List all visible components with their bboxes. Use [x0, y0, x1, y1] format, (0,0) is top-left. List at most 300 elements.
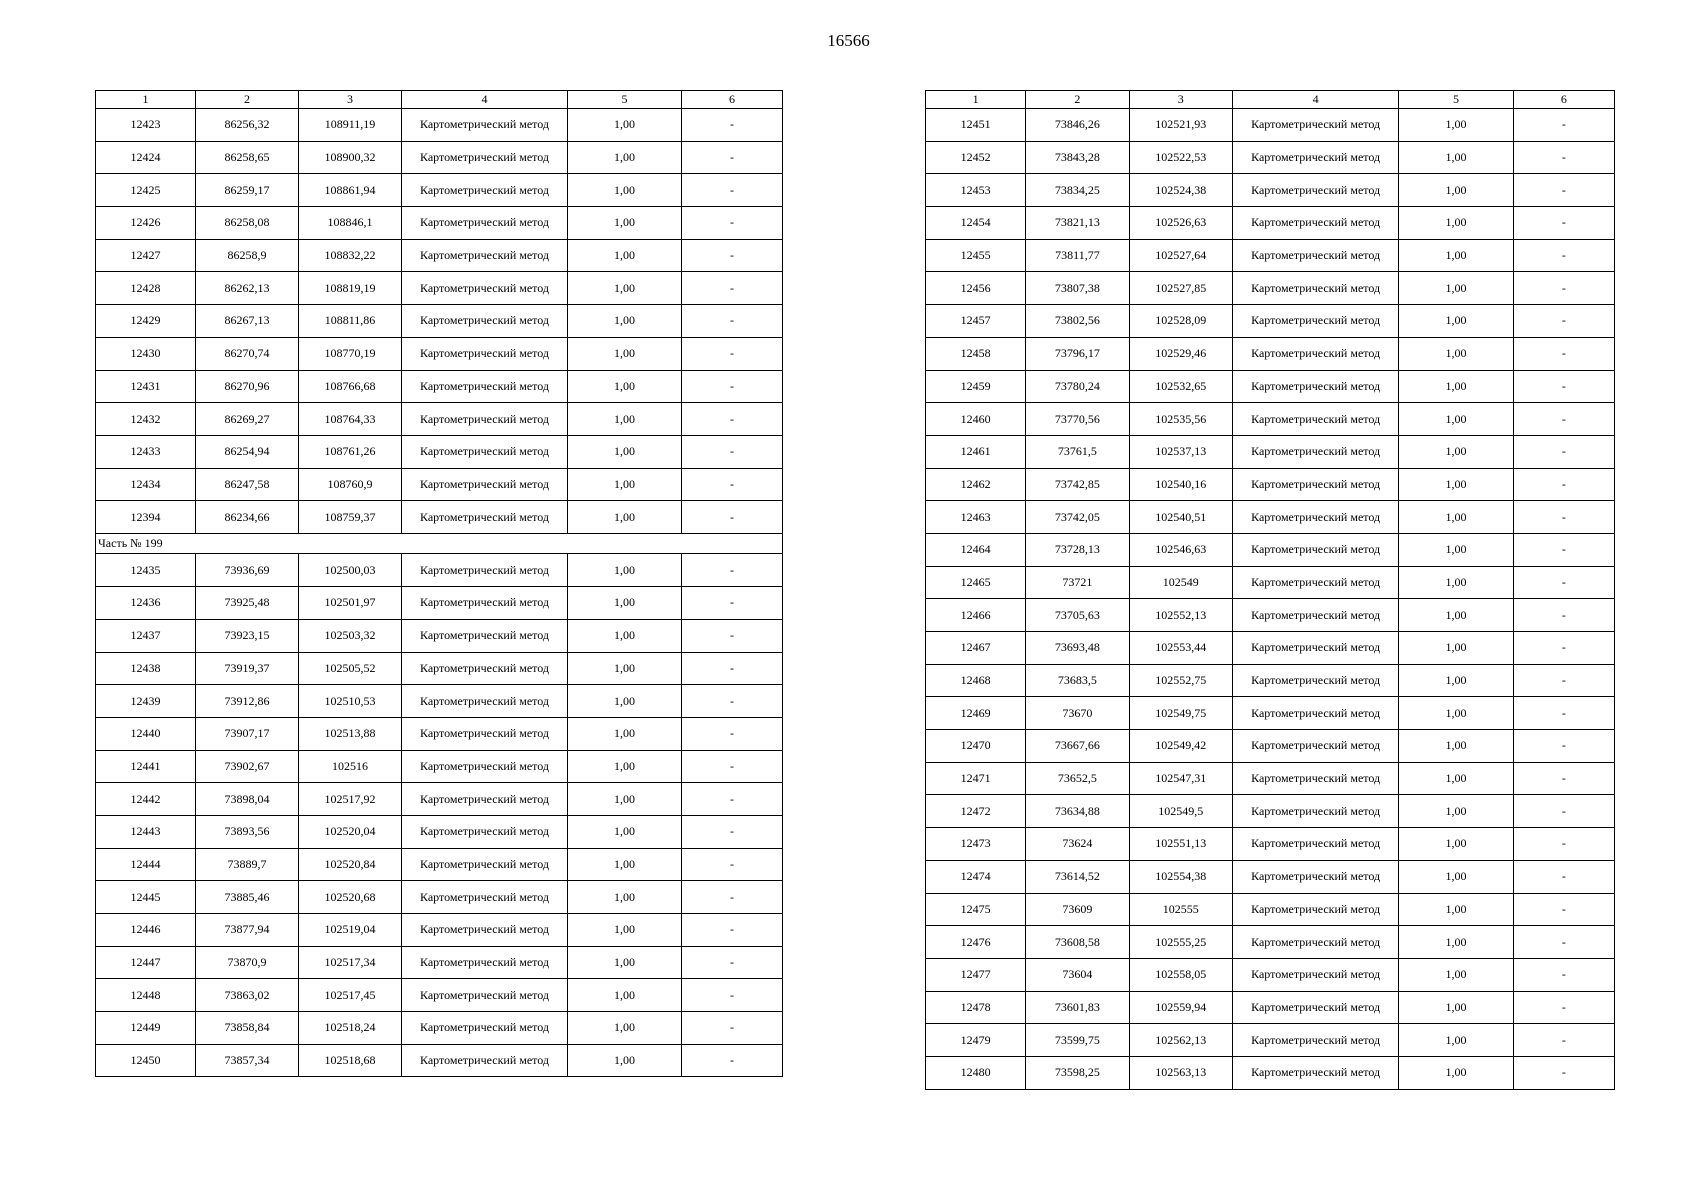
x-coordinate-cell: 73923,15 — [196, 619, 299, 652]
description-cell: - — [1513, 435, 1614, 468]
accuracy-cell: 1,00 — [568, 370, 682, 403]
accuracy-cell: 1,00 — [1399, 305, 1513, 338]
accuracy-cell: 1,00 — [1399, 1024, 1513, 1057]
description-cell: - — [682, 109, 783, 142]
table-row — [926, 109, 1615, 142]
point-number-cell: 12463 — [926, 501, 1026, 534]
table-row — [96, 914, 783, 947]
x-coordinate-cell: 73728,13 — [1026, 533, 1129, 566]
table-row — [926, 1056, 1615, 1089]
accuracy-cell: 1,00 — [1399, 991, 1513, 1024]
accuracy-cell: 1,00 — [568, 717, 682, 750]
method-cell: Картометрический метод — [1232, 305, 1398, 338]
point-number-cell: 12424 — [96, 141, 196, 174]
point-number-cell: 12470 — [926, 730, 1026, 763]
accuracy-cell: 1,00 — [1399, 239, 1513, 272]
point-number-cell: 12437 — [96, 619, 196, 652]
point-number-cell: 12454 — [926, 207, 1026, 240]
point-number-cell: 12473 — [926, 828, 1026, 861]
method-cell: Картометрический метод — [1232, 795, 1398, 828]
description-cell: - — [682, 239, 783, 272]
y-coordinate-cell: 108819,19 — [299, 272, 402, 305]
y-coordinate-cell: 108811,86 — [299, 305, 402, 338]
point-number-cell: 12472 — [926, 795, 1026, 828]
accuracy-cell: 1,00 — [1399, 109, 1513, 142]
method-cell: Картометрический метод — [402, 652, 568, 685]
point-number-cell: 12457 — [926, 305, 1026, 338]
method-cell: Картометрический метод — [402, 750, 568, 783]
column-header: 1 — [926, 91, 1026, 109]
column-header: 3 — [299, 91, 402, 109]
accuracy-cell: 1,00 — [1399, 795, 1513, 828]
description-cell: - — [682, 305, 783, 338]
description-cell: - — [1513, 566, 1614, 599]
x-coordinate-cell: 73807,38 — [1026, 272, 1129, 305]
method-cell: Картометрический метод — [1232, 370, 1398, 403]
y-coordinate-cell: 102535,56 — [1129, 403, 1232, 436]
description-cell: - — [682, 717, 783, 750]
x-coordinate-cell: 73780,24 — [1026, 370, 1129, 403]
y-coordinate-cell: 102521,93 — [1129, 109, 1232, 142]
column-header: 6 — [682, 91, 783, 109]
x-coordinate-cell: 73843,28 — [1026, 141, 1129, 174]
point-number-cell: 12462 — [926, 468, 1026, 501]
method-cell: Картометрический метод — [1232, 239, 1398, 272]
table-row — [926, 239, 1615, 272]
table-row — [926, 305, 1615, 338]
description-cell: - — [1513, 664, 1614, 697]
y-coordinate-cell: 102516 — [299, 750, 402, 783]
y-coordinate-cell: 102520,68 — [299, 881, 402, 914]
description-cell: - — [682, 587, 783, 620]
method-cell: Картометрический метод — [402, 946, 568, 979]
method-cell: Картометрический метод — [1232, 1056, 1398, 1089]
method-cell: Картометрический метод — [402, 468, 568, 501]
method-cell: Картометрический метод — [1232, 828, 1398, 861]
y-coordinate-cell: 108900,32 — [299, 141, 402, 174]
description-cell: - — [682, 337, 783, 370]
table-row — [926, 828, 1615, 861]
table-row — [96, 1012, 783, 1045]
method-cell: Картометрический метод — [1232, 207, 1398, 240]
accuracy-cell: 1,00 — [1399, 860, 1513, 893]
x-coordinate-cell: 73802,56 — [1026, 305, 1129, 338]
description-cell: - — [682, 370, 783, 403]
column-header: 3 — [1129, 91, 1232, 109]
x-coordinate-cell: 73811,77 — [1026, 239, 1129, 272]
accuracy-cell: 1,00 — [1399, 632, 1513, 665]
x-coordinate-cell: 73870,9 — [196, 946, 299, 979]
x-coordinate-cell: 73889,7 — [196, 848, 299, 881]
description-cell: - — [1513, 926, 1614, 959]
table-row — [96, 848, 783, 881]
x-coordinate-cell: 73670 — [1026, 697, 1129, 730]
y-coordinate-cell: 108861,94 — [299, 174, 402, 207]
method-cell: Картометрический метод — [1232, 533, 1398, 566]
column-header: 4 — [402, 91, 568, 109]
page-number: 16566 — [827, 31, 870, 50]
x-coordinate-cell: 73609 — [1026, 893, 1129, 926]
point-number-cell: 12468 — [926, 664, 1026, 697]
point-number-cell: 12464 — [926, 533, 1026, 566]
description-cell: - — [682, 435, 783, 468]
description-cell: - — [682, 783, 783, 816]
point-number-cell: 12458 — [926, 337, 1026, 370]
description-cell: - — [1513, 828, 1614, 861]
table-row — [96, 554, 783, 587]
column-header: 2 — [1026, 91, 1129, 109]
point-number-cell: 12455 — [926, 239, 1026, 272]
table-row — [926, 991, 1615, 1024]
table-row — [926, 566, 1615, 599]
y-coordinate-cell: 102549,42 — [1129, 730, 1232, 763]
table-row — [926, 599, 1615, 632]
y-coordinate-cell: 102517,45 — [299, 979, 402, 1012]
method-cell: Картометрический метод — [1232, 860, 1398, 893]
description-cell: - — [1513, 370, 1614, 403]
x-coordinate-cell: 86234,66 — [196, 501, 299, 534]
y-coordinate-cell: 102518,68 — [299, 1044, 402, 1077]
y-coordinate-cell: 102501,97 — [299, 587, 402, 620]
accuracy-cell: 1,00 — [1399, 599, 1513, 632]
header-row — [926, 91, 1615, 109]
y-coordinate-cell: 102517,34 — [299, 946, 402, 979]
y-coordinate-cell: 102549,5 — [1129, 795, 1232, 828]
description-cell: - — [682, 141, 783, 174]
method-cell: Картометрический метод — [402, 783, 568, 816]
accuracy-cell: 1,00 — [568, 652, 682, 685]
column-header: 5 — [1399, 91, 1513, 109]
x-coordinate-cell: 73604 — [1026, 958, 1129, 991]
method-cell: Картометрический метод — [402, 109, 568, 142]
description-cell: - — [1513, 697, 1614, 730]
method-cell: Картометрический метод — [402, 1012, 568, 1045]
point-number-cell: 12426 — [96, 207, 196, 240]
x-coordinate-cell: 73796,17 — [1026, 337, 1129, 370]
method-cell: Картометрический метод — [402, 881, 568, 914]
section-row-group — [96, 533, 783, 554]
accuracy-cell: 1,00 — [568, 554, 682, 587]
description-cell: - — [682, 652, 783, 685]
y-coordinate-cell: 102520,84 — [299, 848, 402, 881]
method-cell: Картометрический метод — [402, 717, 568, 750]
method-cell: Картометрический метод — [1232, 174, 1398, 207]
accuracy-cell: 1,00 — [1399, 370, 1513, 403]
point-number-cell: 12449 — [96, 1012, 196, 1045]
column-header: 5 — [568, 91, 682, 109]
method-cell: Картометрический метод — [402, 554, 568, 587]
description-cell: - — [1513, 272, 1614, 305]
y-coordinate-cell: 102552,75 — [1129, 664, 1232, 697]
y-coordinate-cell: 102551,13 — [1129, 828, 1232, 861]
table-row — [926, 926, 1615, 959]
method-cell: Картометрический метод — [402, 174, 568, 207]
y-coordinate-cell: 102527,85 — [1129, 272, 1232, 305]
table-row — [96, 717, 783, 750]
point-number-cell: 12471 — [926, 762, 1026, 795]
x-coordinate-cell: 73614,52 — [1026, 860, 1129, 893]
point-number-cell: 12477 — [926, 958, 1026, 991]
method-cell: Картометрический метод — [1232, 435, 1398, 468]
point-number-cell: 12432 — [96, 403, 196, 436]
table-row — [926, 860, 1615, 893]
accuracy-cell: 1,00 — [1399, 337, 1513, 370]
method-cell: Картометрический метод — [1232, 632, 1398, 665]
description-cell: - — [1513, 337, 1614, 370]
description-cell: - — [1513, 207, 1614, 240]
y-coordinate-cell: 108760,9 — [299, 468, 402, 501]
y-coordinate-cell: 108759,37 — [299, 501, 402, 534]
description-cell: - — [682, 554, 783, 587]
y-coordinate-cell: 108761,26 — [299, 435, 402, 468]
description-cell: - — [1513, 599, 1614, 632]
description-cell: - — [1513, 893, 1614, 926]
description-cell: - — [682, 881, 783, 914]
point-number-cell: 12425 — [96, 174, 196, 207]
accuracy-cell: 1,00 — [1399, 893, 1513, 926]
description-cell: - — [682, 914, 783, 947]
point-number-cell: 12448 — [96, 979, 196, 1012]
point-number-cell: 12447 — [96, 946, 196, 979]
y-coordinate-cell: 102559,94 — [1129, 991, 1232, 1024]
table-row — [96, 979, 783, 1012]
x-coordinate-cell: 86270,96 — [196, 370, 299, 403]
y-coordinate-cell: 102526,63 — [1129, 207, 1232, 240]
x-coordinate-cell: 73693,48 — [1026, 632, 1129, 665]
description-cell: - — [1513, 762, 1614, 795]
table-row — [96, 587, 783, 620]
method-cell: Картометрический метод — [1232, 501, 1398, 534]
table-row — [926, 893, 1615, 926]
point-number-cell: 12469 — [926, 697, 1026, 730]
y-coordinate-cell: 102540,16 — [1129, 468, 1232, 501]
description-cell: - — [1513, 501, 1614, 534]
point-number-cell: 12476 — [926, 926, 1026, 959]
accuracy-cell: 1,00 — [1399, 697, 1513, 730]
table-row — [926, 533, 1615, 566]
table-row — [926, 501, 1615, 534]
point-number-cell: 12479 — [926, 1024, 1026, 1057]
x-coordinate-cell: 73742,05 — [1026, 501, 1129, 534]
accuracy-cell: 1,00 — [1399, 730, 1513, 763]
point-number-cell: 12480 — [926, 1056, 1026, 1089]
method-cell: Картометрический метод — [1232, 664, 1398, 697]
description-cell: - — [1513, 795, 1614, 828]
description-cell: - — [1513, 305, 1614, 338]
method-cell: Картометрический метод — [1232, 272, 1398, 305]
point-number-cell: 12439 — [96, 685, 196, 718]
description-cell: - — [682, 501, 783, 534]
method-cell: Картометрический метод — [402, 272, 568, 305]
point-number-cell: 12465 — [926, 566, 1026, 599]
point-number-cell: 12451 — [926, 109, 1026, 142]
method-cell: Картометрический метод — [402, 141, 568, 174]
table-row — [96, 403, 783, 436]
accuracy-cell: 1,00 — [1399, 1056, 1513, 1089]
point-number-cell: 12467 — [926, 632, 1026, 665]
table-row — [96, 337, 783, 370]
x-coordinate-cell: 73885,46 — [196, 881, 299, 914]
method-cell: Картометрический метод — [402, 435, 568, 468]
accuracy-cell: 1,00 — [568, 305, 682, 338]
x-coordinate-cell: 73705,63 — [1026, 599, 1129, 632]
table-row — [96, 435, 783, 468]
x-coordinate-cell: 73936,69 — [196, 554, 299, 587]
accuracy-cell: 1,00 — [568, 848, 682, 881]
x-coordinate-cell: 73598,25 — [1026, 1056, 1129, 1089]
x-coordinate-cell: 73608,58 — [1026, 926, 1129, 959]
table-row — [926, 762, 1615, 795]
description-cell: - — [1513, 1024, 1614, 1057]
table-row — [96, 174, 783, 207]
point-number-cell: 12450 — [96, 1044, 196, 1077]
y-coordinate-cell: 102503,32 — [299, 619, 402, 652]
x-coordinate-cell: 73821,13 — [1026, 207, 1129, 240]
description-cell: - — [1513, 860, 1614, 893]
accuracy-cell: 1,00 — [568, 403, 682, 436]
x-coordinate-cell: 73863,02 — [196, 979, 299, 1012]
x-coordinate-cell: 73634,88 — [1026, 795, 1129, 828]
point-number-cell: 12441 — [96, 750, 196, 783]
point-number-cell: 12442 — [96, 783, 196, 816]
x-coordinate-cell: 86258,08 — [196, 207, 299, 240]
table-row — [96, 141, 783, 174]
left-rows-after-section — [96, 554, 783, 1077]
description-cell: - — [682, 619, 783, 652]
x-coordinate-cell: 73834,25 — [1026, 174, 1129, 207]
y-coordinate-cell: 102519,04 — [299, 914, 402, 947]
x-coordinate-cell: 73858,84 — [196, 1012, 299, 1045]
table-row — [96, 783, 783, 816]
x-coordinate-cell: 73770,56 — [1026, 403, 1129, 436]
point-number-cell: 12461 — [926, 435, 1026, 468]
accuracy-cell: 1,00 — [568, 207, 682, 240]
header-row — [96, 91, 783, 109]
y-coordinate-cell: 108764,33 — [299, 403, 402, 436]
accuracy-cell: 1,00 — [568, 750, 682, 783]
table-row — [96, 305, 783, 338]
method-cell: Картометрический метод — [1232, 1024, 1398, 1057]
x-coordinate-cell: 73846,26 — [1026, 109, 1129, 142]
method-cell: Картометрический метод — [1232, 403, 1398, 436]
point-number-cell: 12459 — [926, 370, 1026, 403]
column-header: 6 — [1513, 91, 1614, 109]
y-coordinate-cell: 102528,09 — [1129, 305, 1232, 338]
method-cell: Картометрический метод — [1232, 893, 1398, 926]
point-number-cell: 12428 — [96, 272, 196, 305]
table-row — [96, 501, 783, 534]
y-coordinate-cell: 108832,22 — [299, 239, 402, 272]
table-row — [926, 664, 1615, 697]
y-coordinate-cell: 102518,24 — [299, 1012, 402, 1045]
table-row — [96, 685, 783, 718]
x-coordinate-cell: 73599,75 — [1026, 1024, 1129, 1057]
table-row — [926, 468, 1615, 501]
x-coordinate-cell: 73652,5 — [1026, 762, 1129, 795]
x-coordinate-cell: 73683,5 — [1026, 664, 1129, 697]
x-coordinate-cell: 73857,34 — [196, 1044, 299, 1077]
table-row — [96, 881, 783, 914]
method-cell: Картометрический метод — [402, 979, 568, 1012]
table-row — [926, 632, 1615, 665]
method-cell: Картометрический метод — [1232, 566, 1398, 599]
accuracy-cell: 1,00 — [568, 435, 682, 468]
method-cell: Картометрический метод — [1232, 599, 1398, 632]
accuracy-cell: 1,00 — [1399, 828, 1513, 861]
method-cell: Картометрический метод — [1232, 926, 1398, 959]
point-number-cell: 12460 — [926, 403, 1026, 436]
point-number-cell: 12430 — [96, 337, 196, 370]
accuracy-cell: 1,00 — [1399, 174, 1513, 207]
method-cell: Картометрический метод — [402, 239, 568, 272]
table-row — [926, 403, 1615, 436]
accuracy-cell: 1,00 — [1399, 403, 1513, 436]
description-cell: - — [682, 207, 783, 240]
description-cell: - — [1513, 468, 1614, 501]
point-number-cell: 12452 — [926, 141, 1026, 174]
accuracy-cell: 1,00 — [568, 685, 682, 718]
description-cell: - — [1513, 1056, 1614, 1089]
table-row — [96, 468, 783, 501]
accuracy-cell: 1,00 — [568, 1044, 682, 1077]
table-row — [96, 619, 783, 652]
point-number-cell: 12444 — [96, 848, 196, 881]
section-label: Часть № 199 — [96, 533, 783, 554]
description-cell: - — [682, 848, 783, 881]
y-coordinate-cell: 102500,03 — [299, 554, 402, 587]
method-cell: Картометрический метод — [1232, 730, 1398, 763]
point-number-cell: 12423 — [96, 109, 196, 142]
method-cell: Картометрический метод — [402, 1044, 568, 1077]
accuracy-cell: 1,00 — [1399, 272, 1513, 305]
x-coordinate-cell: 73893,56 — [196, 815, 299, 848]
y-coordinate-cell: 102532,65 — [1129, 370, 1232, 403]
table-row — [926, 795, 1615, 828]
y-coordinate-cell: 102527,64 — [1129, 239, 1232, 272]
accuracy-cell: 1,00 — [1399, 926, 1513, 959]
method-cell: Картометрический метод — [1232, 762, 1398, 795]
accuracy-cell: 1,00 — [1399, 958, 1513, 991]
method-cell: Картометрический метод — [1232, 109, 1398, 142]
y-coordinate-cell: 102513,88 — [299, 717, 402, 750]
y-coordinate-cell: 102529,46 — [1129, 337, 1232, 370]
description-cell: - — [682, 468, 783, 501]
accuracy-cell: 1,00 — [1399, 664, 1513, 697]
x-coordinate-cell: 73907,17 — [196, 717, 299, 750]
y-coordinate-cell: 102554,38 — [1129, 860, 1232, 893]
column-header: 2 — [196, 91, 299, 109]
column-header: 1 — [96, 91, 196, 109]
description-cell: - — [682, 750, 783, 783]
x-coordinate-cell: 86267,13 — [196, 305, 299, 338]
x-coordinate-cell: 73601,83 — [1026, 991, 1129, 1024]
description-cell: - — [682, 946, 783, 979]
description-cell: - — [1513, 533, 1614, 566]
column-header: 4 — [1232, 91, 1398, 109]
point-number-cell: 12453 — [926, 174, 1026, 207]
x-coordinate-cell: 73721 — [1026, 566, 1129, 599]
point-number-cell: 12434 — [96, 468, 196, 501]
x-coordinate-cell: 86254,94 — [196, 435, 299, 468]
description-cell: - — [682, 815, 783, 848]
point-number-cell: 12436 — [96, 587, 196, 620]
y-coordinate-cell: 102540,51 — [1129, 501, 1232, 534]
accuracy-cell: 1,00 — [568, 587, 682, 620]
method-cell: Картометрический метод — [402, 207, 568, 240]
description-cell: - — [1513, 141, 1614, 174]
accuracy-cell: 1,00 — [568, 815, 682, 848]
method-cell: Картометрический метод — [402, 305, 568, 338]
